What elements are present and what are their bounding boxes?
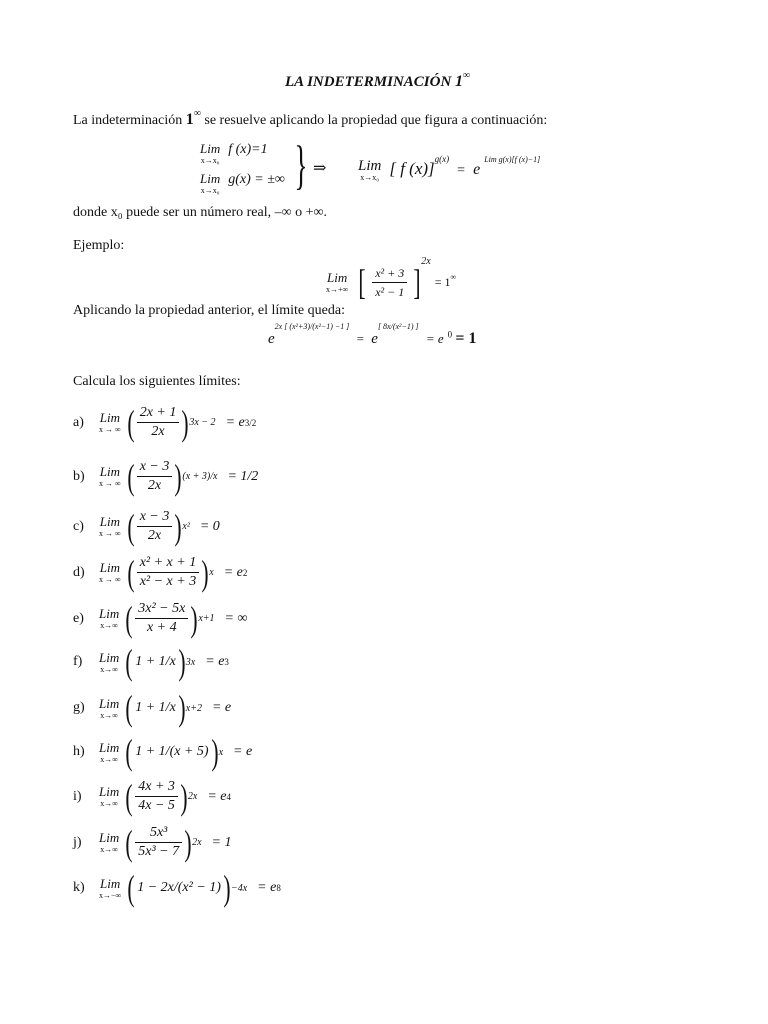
- limit-operator: [99, 411, 121, 434]
- numerator: 2x + 1: [137, 404, 180, 423]
- exponent: x: [209, 567, 214, 578]
- exponent: x+1: [198, 613, 215, 624]
- limit-operator: [99, 697, 119, 720]
- fraction: [135, 824, 182, 861]
- example-formula: Lim x→+∞ [ $\frac{\text{x² + 3}}{\text{x² − 1}}$ ]2x = 1∞: [326, 256, 457, 303]
- close-paren: ): [178, 688, 186, 728]
- limit-operator: [99, 741, 119, 764]
- lim-subscript: x→∞: [100, 710, 118, 720]
- right-brace: }: [294, 135, 308, 195]
- numerator: x − 3: [137, 458, 173, 477]
- lim-word: Lim: [99, 875, 121, 891]
- fraction: [135, 734, 208, 770]
- fraction: [137, 508, 173, 545]
- lim-word: Lim: [99, 410, 120, 425]
- result: = e: [225, 414, 245, 430]
- calcula-text: Calcula los siguientes límites:: [73, 374, 241, 389]
- fraction: [135, 600, 188, 637]
- denominator: 2x: [151, 424, 165, 439]
- fraction: [135, 778, 178, 815]
- exponent: 2x: [187, 791, 198, 802]
- lim-subscript: x → ∞: [99, 479, 121, 488]
- title-text: LA INDETERMINACIÓN: [285, 74, 452, 90]
- denominator: 2x: [147, 478, 162, 493]
- numerator: 4x + 3: [135, 778, 178, 797]
- condition-1: Lim x→x₀ f (x)=1: [200, 141, 268, 165]
- exercise-label: h): [73, 744, 85, 759]
- lim-subscript: x→∞: [100, 754, 118, 764]
- result: = 0: [199, 518, 220, 534]
- ejemplo-label: Ejemplo:: [73, 238, 125, 253]
- lim-word: Lim: [99, 739, 120, 755]
- exponent: −4x: [230, 882, 248, 894]
- numerator: x − 3: [137, 508, 173, 527]
- result: = e: [233, 744, 253, 759]
- open-paren: (: [125, 642, 133, 682]
- result: = e: [205, 654, 225, 669]
- result: = e: [257, 880, 277, 895]
- result-exponent: 3/2: [244, 417, 257, 428]
- close-paren: ): [174, 506, 182, 547]
- open-paren: (: [125, 776, 133, 817]
- donde-text: donde x₀ puede ser un número real, –∞ o +∞.: [73, 205, 327, 220]
- lim-subscript: x→∞: [100, 664, 118, 674]
- exponent: x+2: [185, 702, 202, 714]
- limit-operator: [99, 561, 121, 584]
- exercise-label: a): [73, 414, 84, 430]
- limit-operator: [99, 465, 121, 488]
- exercise-k: [73, 870, 281, 906]
- exponent: 3x: [185, 656, 196, 668]
- lim-word: Lim: [99, 464, 120, 479]
- lim-word: Lim: [99, 784, 120, 799]
- exercise-c: [73, 508, 220, 545]
- limit-operator: [99, 785, 119, 808]
- close-paren: ): [174, 456, 182, 497]
- result-exponent: 8: [276, 883, 281, 893]
- close-paren: ): [178, 642, 186, 682]
- exercise-label: f): [73, 654, 83, 669]
- exponent: (x + 3)/x: [182, 471, 218, 482]
- close-paren: ): [184, 822, 192, 863]
- exponent: 3x − 2: [189, 417, 216, 428]
- open-paren: (: [127, 402, 135, 443]
- close-paren: ): [223, 868, 231, 908]
- open-paren: (: [125, 822, 133, 863]
- lim-subscript: x → ∞: [99, 575, 121, 584]
- limit-operator: [99, 607, 119, 630]
- denominator: 5x³ − 7: [138, 844, 180, 859]
- exercise-i: [73, 778, 231, 815]
- lim-word: Lim: [99, 514, 120, 529]
- open-paren: (: [127, 552, 135, 593]
- solution-formula: e2x [ (x²+3)/(x²−1) −1 ] = e[ 8x/(x²−1) ] = e $^0$ = 1: [268, 322, 477, 347]
- open-paren: (: [127, 506, 135, 547]
- open-paren: (: [125, 688, 133, 728]
- open-paren: (: [127, 868, 135, 908]
- open-paren: (: [127, 456, 135, 497]
- open-paren: (: [125, 598, 133, 639]
- denominator: x² − x + 3: [139, 574, 197, 589]
- lim-word: Lim: [99, 649, 120, 665]
- lim-subscript: x→∞: [100, 845, 118, 854]
- lim-word: Lim: [99, 695, 120, 711]
- exercise-label: d): [73, 564, 85, 580]
- result: = e: [207, 788, 227, 804]
- result-exponent: 3: [224, 657, 229, 667]
- exercise-b: [73, 458, 258, 495]
- exercise-a: [73, 404, 256, 441]
- aplicando-text: Aplicando la propiedad anterior, el límite queda:: [73, 303, 345, 318]
- exercise-label: c): [73, 518, 84, 534]
- open-paren: (: [125, 732, 133, 772]
- exercise-h: [73, 734, 252, 770]
- exercise-label: i): [73, 788, 82, 804]
- denominator: 4x − 5: [138, 798, 175, 813]
- result: = e: [223, 564, 243, 580]
- close-paren: ): [190, 598, 198, 639]
- fraction: [137, 554, 200, 591]
- property-formula: [200, 135, 620, 200]
- fraction: [135, 690, 176, 726]
- base-expression: 1 + 1/x: [135, 654, 176, 669]
- exponent: x: [218, 746, 224, 758]
- exponent: 2x: [192, 837, 202, 848]
- exercise-label: k): [73, 880, 85, 895]
- base-expression: 1 + 1/x: [135, 700, 176, 715]
- exercise-label: g): [73, 700, 85, 715]
- fraction: [137, 870, 221, 906]
- result: = ∞: [224, 610, 248, 626]
- exercise-e: [73, 600, 247, 637]
- implies-arrow: ⇒: [313, 160, 327, 177]
- fraction: [137, 458, 173, 495]
- lim-subscript: x→∞: [100, 621, 118, 630]
- lim-word: Lim: [99, 560, 120, 575]
- title-symbol: 1∞: [455, 70, 471, 90]
- close-paren: ): [181, 402, 189, 443]
- denominator: x + 4: [146, 620, 177, 635]
- limit-operator: [99, 515, 121, 538]
- close-paren: ): [210, 732, 219, 772]
- exercise-j: [73, 824, 232, 861]
- exercise-g: [73, 690, 231, 726]
- fraction: [135, 644, 176, 680]
- exponent: x²: [182, 521, 190, 532]
- close-paren: ): [180, 776, 188, 817]
- result: = e: [211, 700, 232, 715]
- lim-subscript: x→−∞: [99, 890, 122, 900]
- numerator: 5x³: [135, 824, 182, 843]
- base-expression: 1 + 1/(x + 5): [135, 744, 209, 759]
- denominator: 2x: [147, 528, 162, 543]
- condition-2: Lim x→x₀ g(x) = ±∞: [200, 171, 285, 195]
- property-limit: Lim x→x₀ [ f (x)]$^{g(x)}$ = e Lim g(x)[f (x)−1]: [358, 154, 541, 182]
- exercise-label: b): [73, 468, 85, 484]
- result: = 1: [211, 834, 232, 850]
- lim-word: Lim: [99, 830, 120, 845]
- exercise-d: [73, 554, 247, 591]
- limit-operator: [99, 651, 119, 674]
- exercise-label: e): [73, 610, 84, 626]
- exercise-label: j): [73, 834, 82, 850]
- intro-paragraph: La indeterminación 1∞ se resuelve aplicando la propiedad que figura a continuación:: [73, 108, 548, 128]
- numerator: 3x² − 5x: [135, 600, 188, 619]
- close-paren: ): [201, 552, 209, 593]
- lim-word: Lim: [99, 606, 120, 621]
- page-title: [285, 70, 470, 91]
- limit-operator: [99, 831, 119, 854]
- intro-symbol: 1∞: [185, 108, 201, 128]
- fraction: [137, 404, 180, 441]
- result: = 1/2: [227, 468, 259, 484]
- lim-subscript: x → ∞: [99, 529, 121, 538]
- base-expression: 1 − 2x/(x² − 1): [137, 880, 221, 895]
- result-exponent: 4: [226, 791, 232, 802]
- lim-subscript: x → ∞: [99, 425, 121, 434]
- result-exponent: 2: [242, 567, 248, 578]
- numerator: x² + x + 1: [137, 554, 200, 573]
- exercise-f: [73, 644, 229, 680]
- lim-subscript: x→∞: [100, 799, 118, 808]
- limit-operator: [99, 877, 121, 900]
